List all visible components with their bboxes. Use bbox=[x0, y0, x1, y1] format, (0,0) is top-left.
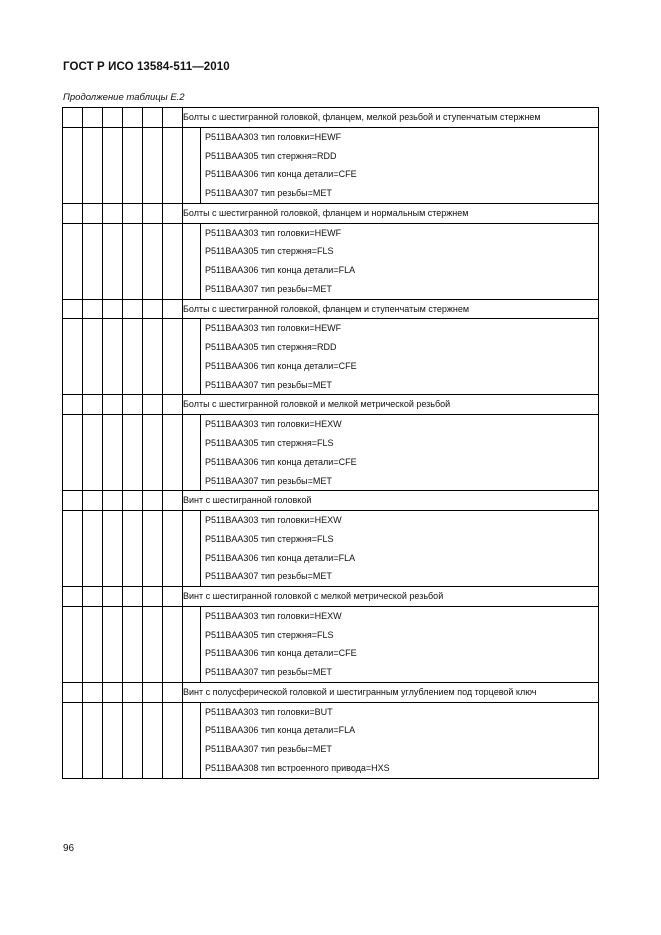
specification-table bbox=[62, 107, 599, 779]
blank-cell bbox=[163, 395, 183, 415]
blank-cell bbox=[63, 127, 83, 203]
blank-cell bbox=[163, 108, 183, 128]
property-entry: P511BAA306 тип конца детали=CFE bbox=[205, 648, 357, 659]
blank-cell bbox=[103, 491, 123, 511]
group-title-row bbox=[63, 682, 599, 702]
blank-cell bbox=[163, 223, 183, 299]
group-entries-row bbox=[63, 415, 599, 491]
blank-cell bbox=[143, 415, 163, 491]
blank-cell bbox=[63, 491, 83, 511]
blank-cell bbox=[63, 108, 83, 128]
group-title-row bbox=[63, 586, 599, 606]
group-title: Болты с шестигранной головкой, фланцем и ступенчатым стержнем bbox=[183, 299, 599, 319]
property-entry: P511BAA303 тип головки=HEXW bbox=[205, 610, 342, 621]
group-title: Винт с шестигранной головкой bbox=[183, 491, 599, 511]
blank-cell bbox=[163, 491, 183, 511]
indent-column bbox=[183, 607, 201, 682]
property-entry: P511BAA306 тип конца детали=CFE bbox=[205, 456, 357, 467]
property-entry: P511BAA305 тип стержня=FLS bbox=[205, 246, 334, 257]
blank-cell bbox=[123, 127, 143, 203]
blank-cell bbox=[83, 395, 103, 415]
group-entries-row bbox=[63, 702, 599, 778]
blank-cell bbox=[103, 127, 123, 203]
entries-cell bbox=[183, 606, 599, 682]
group-title-row bbox=[63, 108, 599, 128]
property-entry: P511BAA305 тип стержня=RDD bbox=[205, 150, 337, 161]
blank-cell bbox=[103, 203, 123, 223]
blank-cell bbox=[163, 606, 183, 682]
property-entry: P511BAA307 тип резьбы=MET bbox=[205, 571, 332, 582]
property-entry: P511BAA306 тип конца детали=CFE bbox=[205, 169, 357, 180]
blank-cell bbox=[163, 127, 183, 203]
blank-cell bbox=[143, 395, 163, 415]
group-entries-row bbox=[63, 510, 599, 586]
blank-cell bbox=[103, 108, 123, 128]
blank-cell bbox=[123, 702, 143, 778]
indent-column bbox=[183, 703, 201, 778]
indent-column bbox=[183, 415, 201, 490]
blank-cell bbox=[163, 415, 183, 491]
blank-cell bbox=[103, 586, 123, 606]
indent-column bbox=[183, 319, 201, 394]
entries-cell bbox=[183, 127, 599, 203]
blank-cell bbox=[83, 319, 103, 395]
blank-cell bbox=[123, 606, 143, 682]
blank-cell bbox=[63, 319, 83, 395]
page-number: 96 bbox=[63, 843, 75, 854]
blank-cell bbox=[163, 586, 183, 606]
property-entry: P511BAA307 тип резьбы=MET bbox=[205, 188, 332, 199]
blank-cell bbox=[83, 702, 103, 778]
blank-cell bbox=[143, 127, 163, 203]
blank-cell bbox=[123, 395, 143, 415]
blank-cell bbox=[123, 682, 143, 702]
entries-cell bbox=[183, 702, 599, 778]
blank-cell bbox=[163, 203, 183, 223]
blank-cell bbox=[103, 415, 123, 491]
blank-cell bbox=[143, 606, 163, 682]
group-entries-row bbox=[63, 223, 599, 299]
blank-cell bbox=[83, 491, 103, 511]
blank-cell bbox=[103, 319, 123, 395]
property-entry: P511BAA306 тип конца детали=FLA bbox=[205, 725, 356, 736]
property-entry: P511BAA303 тип головки=HEXW bbox=[205, 419, 342, 430]
property-entry: P511BAA303 тип головки=HEWF bbox=[205, 131, 342, 142]
group-title-row bbox=[63, 395, 599, 415]
group-title: Винт с шестигранной головкой с мелкой метрической резьбой bbox=[183, 586, 599, 606]
blank-cell bbox=[123, 510, 143, 586]
blank-cell bbox=[103, 395, 123, 415]
blank-cell bbox=[63, 702, 83, 778]
property-entry: P511BAA305 тип стержня=FLS bbox=[205, 437, 334, 448]
group-title-row bbox=[63, 203, 599, 223]
document-header: ГОСТ Р ИСО 13584-511—2010 bbox=[63, 61, 230, 73]
property-entry: P511BAA303 тип головки=HEWF bbox=[205, 227, 342, 238]
group-title: Болты с шестигранной головкой, фланцем, мелкой резьбой и ступенчатым стержнем bbox=[183, 108, 599, 128]
blank-cell bbox=[83, 586, 103, 606]
blank-cell bbox=[63, 203, 83, 223]
blank-cell bbox=[83, 299, 103, 319]
blank-cell bbox=[123, 491, 143, 511]
property-entry: P511BAA305 тип стержня=FLS bbox=[205, 629, 334, 640]
property-entry: P511BAA307 тип резьбы=MET bbox=[205, 379, 332, 390]
table-caption: Продолжение таблицы Е.2 bbox=[63, 92, 185, 103]
blank-cell bbox=[103, 702, 123, 778]
blank-cell bbox=[143, 108, 163, 128]
property-entry: P511BAA303 тип головки=HEWF bbox=[205, 323, 342, 334]
indent-column bbox=[183, 224, 201, 299]
blank-cell bbox=[123, 108, 143, 128]
blank-cell bbox=[103, 682, 123, 702]
blank-cell bbox=[143, 223, 163, 299]
property-entry: P511BAA305 тип стержня=FLS bbox=[205, 533, 334, 544]
blank-cell bbox=[123, 415, 143, 491]
property-entry: P511BAA306 тип конца детали=CFE bbox=[205, 360, 357, 371]
blank-cell bbox=[143, 491, 163, 511]
property-entry: P511BAA303 тип головки=BUT bbox=[205, 706, 333, 717]
blank-cell bbox=[83, 223, 103, 299]
property-entry: P511BAA305 тип стержня=RDD bbox=[205, 342, 337, 353]
blank-cell bbox=[83, 203, 103, 223]
blank-cell bbox=[83, 510, 103, 586]
blank-cell bbox=[63, 415, 83, 491]
property-entry: P511BAA307 тип резьбы=MET bbox=[205, 283, 332, 294]
blank-cell bbox=[63, 510, 83, 586]
property-entry: P511BAA308 тип встроенного привода=HXS bbox=[205, 762, 390, 773]
group-entries-row bbox=[63, 127, 599, 203]
group-title-row bbox=[63, 491, 599, 511]
property-entry: P511BAA307 тип резьбы=MET bbox=[205, 744, 332, 755]
property-entry: P511BAA307 тип резьбы=MET bbox=[205, 475, 332, 486]
blank-cell bbox=[143, 203, 163, 223]
blank-cell bbox=[103, 510, 123, 586]
blank-cell bbox=[143, 319, 163, 395]
blank-cell bbox=[123, 586, 143, 606]
blank-cell bbox=[83, 682, 103, 702]
blank-cell bbox=[63, 606, 83, 682]
group-entries-row bbox=[63, 319, 599, 395]
blank-cell bbox=[163, 319, 183, 395]
blank-cell bbox=[83, 108, 103, 128]
blank-cell bbox=[83, 415, 103, 491]
entries-cell bbox=[183, 319, 599, 395]
group-title: Болты с шестигранной головкой и мелкой метрической резьбой bbox=[183, 395, 599, 415]
blank-cell bbox=[163, 682, 183, 702]
blank-cell bbox=[123, 299, 143, 319]
blank-cell bbox=[143, 586, 163, 606]
group-title: Винт с полусферической головкой и шестигранным углублением под торцевой ключ bbox=[183, 682, 599, 702]
blank-cell bbox=[63, 299, 83, 319]
blank-cell bbox=[123, 319, 143, 395]
group-title: Болты с шестигранной головкой, фланцем и нормальным стержнем bbox=[183, 203, 599, 223]
blank-cell bbox=[163, 510, 183, 586]
blank-cell bbox=[143, 702, 163, 778]
group-title-row bbox=[63, 299, 599, 319]
blank-cell bbox=[103, 223, 123, 299]
blank-cell bbox=[63, 586, 83, 606]
property-entry: P511BAA307 тип резьбы=MET bbox=[205, 667, 332, 678]
group-entries-row bbox=[63, 606, 599, 682]
blank-cell bbox=[123, 203, 143, 223]
blank-cell bbox=[103, 299, 123, 319]
property-entry: P511BAA303 тип головки=HEXW bbox=[205, 514, 342, 525]
property-entry: P511BAA306 тип конца детали=FLA bbox=[205, 552, 356, 563]
indent-column bbox=[183, 128, 201, 203]
entries-cell bbox=[183, 510, 599, 586]
blank-cell bbox=[63, 682, 83, 702]
blank-cell bbox=[143, 299, 163, 319]
blank-cell bbox=[143, 682, 163, 702]
blank-cell bbox=[103, 606, 123, 682]
blank-cell bbox=[123, 223, 143, 299]
blank-cell bbox=[143, 510, 163, 586]
blank-cell bbox=[83, 127, 103, 203]
blank-cell bbox=[163, 299, 183, 319]
property-entry: P511BAA306 тип конца детали=FLA bbox=[205, 265, 356, 276]
entries-cell bbox=[183, 415, 599, 491]
blank-cell bbox=[63, 223, 83, 299]
entries-cell bbox=[183, 223, 599, 299]
blank-cell bbox=[63, 395, 83, 415]
blank-cell bbox=[83, 606, 103, 682]
indent-column bbox=[183, 511, 201, 586]
blank-cell bbox=[163, 702, 183, 778]
